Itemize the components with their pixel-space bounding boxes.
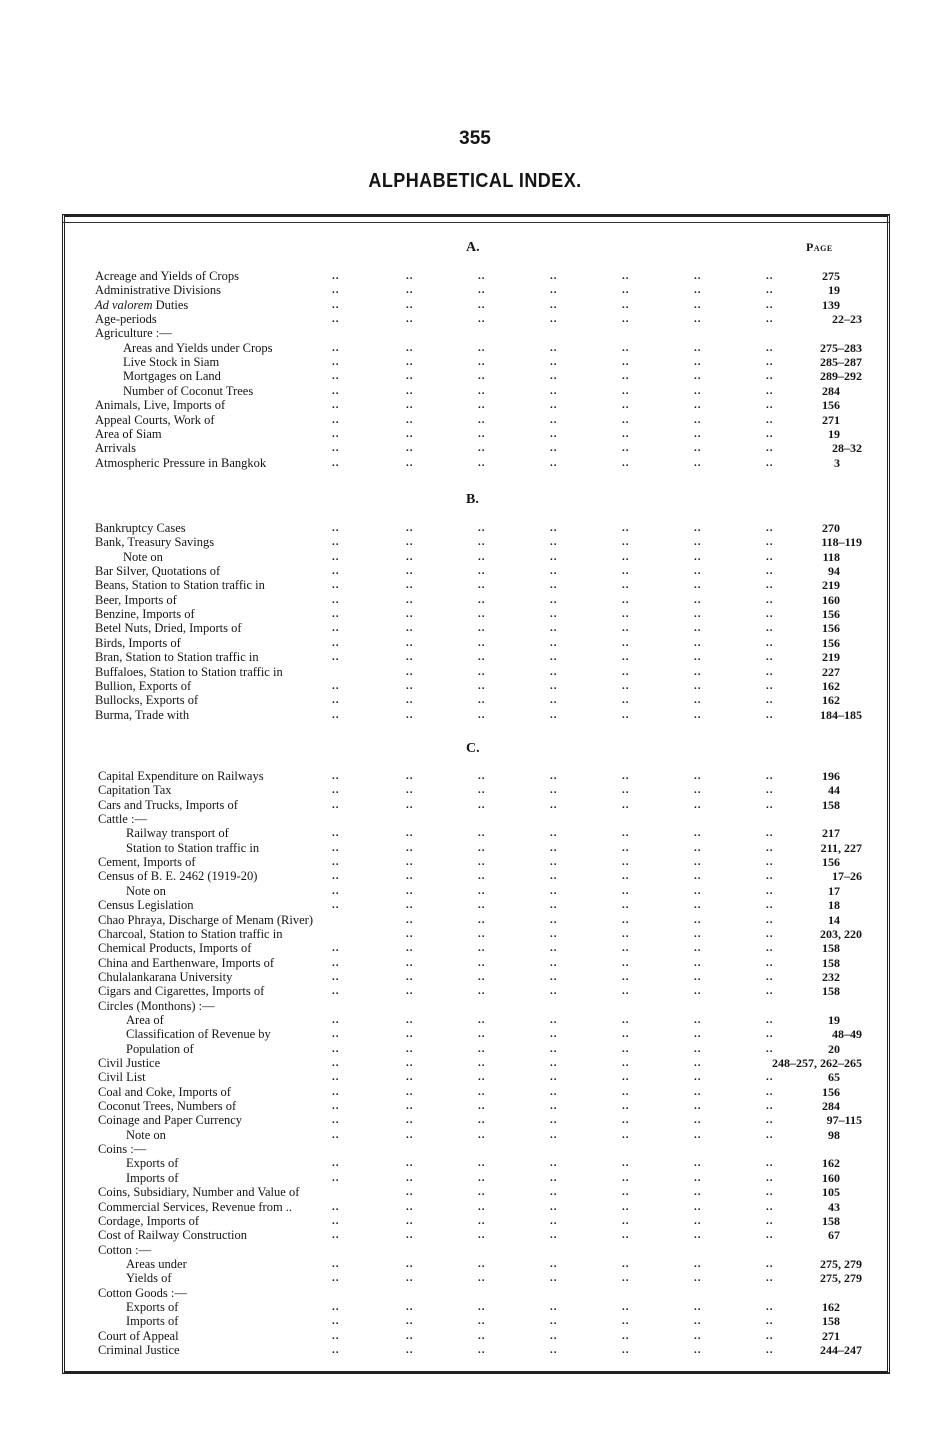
index-entry-label: Census Legislation — [98, 898, 194, 913]
index-entry-page: 275, 279 — [820, 1256, 862, 1271]
index-entry-page: 271 — [822, 412, 840, 427]
index-entry-label: Exports of — [126, 1299, 179, 1314]
index-entry-label: Circles (Monthons) :— — [98, 998, 215, 1013]
index-entry-page: 158 — [822, 941, 840, 956]
index-entry-label: Coconut Trees, Numbers of — [98, 1099, 237, 1114]
index-entry-label: Administrative Divisions — [95, 283, 222, 298]
index-entry: Bank, Treasury Savings .. .. .. .. .. .. .. 118–119 — [95, 535, 862, 550]
index-entry: Classification of Revenue by .. .. .. .. .. .. .. 48–49 — [126, 1027, 862, 1042]
index-entry-page: 97–115 — [826, 1113, 862, 1128]
index-entry-label: Civil List — [98, 1070, 146, 1085]
index-entry: Note on .. .. .. .. .. .. .. 98 — [126, 1127, 840, 1142]
index-entry: Appeal Courts, Work of .. .. .. .. .. .. .. 271 — [95, 412, 840, 427]
index-entry — [0, 812, 950, 826]
index-entry: Atmospheric Pressure in Bangkok .. .. .. .. .. .. .. 3 — [95, 455, 840, 470]
index-entry: Bullocks, Exports of .. .. .. .. .. .. .. 162 — [95, 693, 840, 708]
index-entry-page: 19 — [828, 426, 840, 441]
index-entry — [0, 326, 950, 340]
index-entry-label: Age-periods — [95, 312, 157, 327]
index-entry: Census Legislation .. .. .. .. .. .. .. 18 — [98, 898, 840, 913]
index-entry: Note on .. .. .. .. .. .. .. 118 — [123, 549, 840, 564]
section-letter-heading: B. — [466, 492, 479, 507]
index-entry-page: 275–283 — [820, 340, 862, 355]
index-entry-label: Exports of — [126, 1156, 179, 1171]
index-entry-page: 44 — [828, 783, 840, 798]
index-entry-page: 156 — [822, 855, 840, 870]
index-entry: Animals, Live, Imports of .. .. .. .. .. .. .. 156 — [95, 398, 840, 413]
index-entry: Arrivals .. .. .. .. .. .. .. 28–32 — [95, 441, 862, 456]
index-entry: Railway transport of .. .. .. .. .. .. .. 217 — [126, 826, 840, 841]
index-entry-page: 43 — [828, 1199, 840, 1214]
index-entry-label: Cattle :— — [98, 812, 147, 827]
index-entry: Betel Nuts, Dried, Imports of .. .. .. .. .. .. .. 156 — [95, 621, 840, 636]
index-entry-label: Bankruptcy Cases — [95, 521, 186, 535]
index-entry-label: Imports of — [126, 1314, 179, 1329]
index-entry: China and Earthenware, Imports of .. .. .. .. .. .. .. 158 — [98, 955, 840, 970]
index-entry-label: Bank, Treasury Savings — [95, 535, 215, 550]
index-entry-page: 160 — [822, 592, 840, 607]
index-entry: Beans, Station to Station traffic in .. .. .. .. .. .. .. 219 — [95, 578, 840, 593]
frame-inner-rule — [62, 222, 890, 223]
index-entry: Coal and Coke, Imports of .. .. .. .. .. .. .. 156 — [98, 1084, 840, 1099]
index-entry-label: Census of B. E. 2462 (1919-20) — [98, 869, 258, 884]
index-entry: Civil Justice .. .. .. .. .. .. 248–257, 262–265 — [98, 1056, 862, 1070]
index-entry: Bankruptcy Cases .. .. .. .. .. .. .. 270 — [95, 521, 840, 535]
index-entry-label: Cost of Railway Construction — [98, 1228, 247, 1243]
index-entry: Mortgages on Land .. .. .. .. .. .. .. 289–292 — [123, 369, 862, 384]
index-entry-page: 48–49 — [832, 1027, 862, 1042]
index-entry-label — [95, 298, 188, 312]
index-entry-page: 98 — [828, 1127, 840, 1142]
index-entry-label: Coal and Coke, Imports of — [98, 1084, 231, 1099]
index-entry-page: 289–292 — [820, 369, 862, 384]
index-entry: Bran, Station to Station traffic in .. .. .. .. .. .. .. 219 — [95, 650, 840, 665]
index-entry-label: Commercial Services, Revenue from .. — [98, 1199, 293, 1214]
index-entry: Administrative Divisions .. .. .. .. .. .. .. 19 — [95, 283, 840, 298]
index-entry-label: Number of Coconut Trees — [123, 383, 254, 398]
index-entry-page: 19 — [828, 1012, 840, 1027]
index-entry-label: Chao Phraya, Discharge of Menam (River) — [98, 912, 313, 927]
index-entry-label: Civil Justice — [98, 1056, 161, 1070]
index-entry-label-text: Duties — [152, 297, 189, 312]
index-entry-label: Areas and Yields under Crops — [123, 340, 273, 355]
index-entry-page: 118–119 — [821, 535, 862, 550]
index-entry: Cement, Imports of .. .. .. .. .. .. .. 156 — [98, 855, 840, 870]
index-entry-page: 18 — [828, 898, 840, 913]
index-entry-page: 19 — [828, 283, 840, 298]
index-entry-page: 94 — [828, 564, 840, 579]
index-entry: Areas and Yields under Crops .. .. .. .. .. .. .. 275–283 — [123, 340, 862, 355]
index-entry-page: 158 — [822, 1314, 840, 1329]
index-entry: Coinage and Paper Currency .. .. .. .. .. .. .. 97–115 — [98, 1113, 862, 1128]
index-entry-label: Betel Nuts, Dried, Imports of — [95, 621, 242, 636]
index-entry-page: 28–32 — [832, 441, 862, 456]
page-number: 355 — [459, 128, 491, 149]
index-entry-page: 203, 220 — [820, 926, 862, 941]
index-entry-label: Arrivals — [95, 441, 136, 456]
index-entry: Coins, Subsidiary, Number and Value of .. .. .. .. .. .. 105 — [98, 1185, 840, 1200]
index-entry-page: 217 — [822, 826, 840, 841]
index-entry: Cars and Trucks, Imports of .. .. .. .. .. .. .. 158 — [98, 797, 840, 812]
index-entry-page: 227 — [822, 664, 840, 679]
index-entry-page: 162 — [822, 1156, 840, 1171]
index-entry-label: Cigars and Cigarettes, Imports of — [98, 984, 265, 999]
index-entry-page: 232 — [822, 969, 840, 984]
index-entry-page: 118 — [822, 549, 840, 564]
index-entry-label: Bar Silver, Quotations of — [95, 564, 221, 579]
index-entry-label: Capital Expenditure on Railways — [98, 769, 264, 783]
index-entry-label: Chemical Products, Imports of — [98, 941, 252, 956]
index-entry-label: Area of — [126, 1012, 164, 1027]
index-entry-label: Charcoal, Station to Station traffic in — [98, 926, 283, 941]
index-entry-page: 105 — [822, 1185, 840, 1200]
index-entry-page: 139 — [822, 297, 840, 312]
index-entry-page: 158 — [822, 955, 840, 970]
index-entry: Burma, Trade with .. .. .. .. .. .. .. 184–185 — [95, 707, 862, 722]
index-entry-label: Bullocks, Exports of — [95, 693, 199, 708]
index-entry: Areas under .. .. .. .. .. .. .. 275, 279 — [126, 1256, 862, 1271]
index-entry-page: 219 — [822, 650, 840, 665]
index-entry: Exports of .. .. .. .. .. .. .. 162 — [126, 1156, 840, 1171]
index-entry: Chemical Products, Imports of .. .. .. .. .. .. .. 158 — [98, 941, 840, 956]
index-entry-label: Station to Station traffic in — [126, 840, 260, 855]
index-entry-page: 285–287 — [820, 355, 862, 370]
index-entry-page: 158 — [822, 1213, 840, 1228]
index-entry: Age-periods .. .. .. .. .. .. .. 22–23 — [95, 312, 862, 327]
index-entry-page: 271 — [822, 1328, 840, 1343]
index-entry-page: 275, 279 — [820, 1271, 862, 1286]
index-entry: Bar Silver, Quotations of .. .. .. .. .. .. .. 94 — [95, 564, 840, 579]
index-entry-page: 219 — [822, 578, 840, 593]
index-entry: Exports of .. .. .. .. .. .. .. 162 — [126, 1299, 840, 1314]
page-title: ALPHABETICAL INDEX. — [368, 170, 582, 192]
index-entry-label: Benzine, Imports of — [95, 607, 195, 622]
index-entry: Chulalankarana University .. .. .. .. .. .. .. 232 — [98, 969, 840, 984]
index-entry-page: 156 — [822, 635, 840, 650]
index-entry-label: Note on — [126, 883, 166, 898]
index-entry-page: 156 — [822, 607, 840, 622]
index-entry-page: 270 — [822, 521, 840, 535]
index-entry-page: 284 — [822, 1099, 840, 1114]
index-entry: Census of B. E. 2462 (1919-20) .. .. .. .. .. .. .. 17–26 — [98, 869, 862, 884]
index-entry: Capital Expenditure on Railways .. .. .. .. .. .. .. 196 — [98, 769, 840, 783]
index-entry-label: Agriculture :— — [95, 326, 172, 341]
index-entry-label: Coins, Subsidiary, Number and Value of — [98, 1185, 300, 1200]
index-entry-label: Coins :— — [98, 1142, 147, 1157]
index-entry-page: 162 — [822, 678, 840, 693]
index-entry-label: Cordage, Imports of — [98, 1213, 200, 1228]
index-entry-label: Classification of Revenue by — [126, 1027, 271, 1042]
index-entry — [0, 1142, 950, 1156]
index-entry: Area of .. .. .. .. .. .. .. 19 — [126, 1012, 840, 1027]
index-entry-label: Population of — [126, 1041, 194, 1056]
index-entry-page: 184–185 — [820, 707, 862, 722]
index-entry-label: Cement, Imports of — [98, 855, 196, 870]
index-entry-page: 156 — [822, 621, 840, 636]
index-entry-label: Area of Siam — [95, 426, 162, 441]
index-entry: Bullion, Exports of .. .. .. .. .. .. .. 162 — [95, 678, 840, 693]
index-entry-page: 196 — [822, 769, 840, 783]
index-entry: Charcoal, Station to Station traffic in .. .. .. .. .. .. 203, 220 — [98, 926, 862, 941]
index-entry-label: Bullion, Exports of — [95, 678, 192, 693]
index-entry-page: 158 — [822, 797, 840, 812]
index-entry-page: 22–23 — [832, 312, 862, 327]
index-entry-page: 67 — [828, 1228, 840, 1243]
section-letter-heading: C. — [466, 741, 480, 756]
index-entry: Capitation Tax .. .. .. .. .. .. .. 44 — [98, 783, 840, 798]
index-entry-page: 17–26 — [832, 869, 862, 884]
index-entry-label: Note on — [126, 1127, 166, 1142]
index-entry-page: 284 — [822, 383, 840, 398]
index-entry-label: Cars and Trucks, Imports of — [98, 797, 238, 812]
index-entry: Cost of Railway Construction .. .. .. .. .. .. .. 67 — [98, 1228, 840, 1243]
index-entry-page: 20 — [828, 1041, 840, 1056]
index-entry-page: 244–247 — [820, 1343, 862, 1357]
index-entry-page: 14 — [828, 912, 840, 927]
index-entry: Beer, Imports of .. .. .. .. .. .. .. 160 — [95, 592, 840, 607]
index-entry: Station to Station traffic in .. .. .. .. .. .. .. 211, 227 — [126, 840, 862, 855]
index-entry: Imports of .. .. .. .. .. .. .. 160 — [126, 1170, 840, 1185]
index-entry: Commercial Services, Revenue from .. .. .. .. .. .. .. .. 43 — [98, 1199, 840, 1214]
index-entry-label: Court of Appeal — [98, 1328, 179, 1343]
index-entry-label: Mortgages on Land — [123, 369, 221, 384]
index-entry-label: Birds, Imports of — [95, 635, 181, 650]
index-entry-label: Note on — [123, 549, 163, 564]
index-entry-page: 248–257, 262–265 — [772, 1056, 862, 1070]
index-entry-label: China and Earthenware, Imports of — [98, 955, 274, 970]
index-entry: Acreage and Yields of Crops .. .. .. .. .. .. .. 275 — [95, 269, 840, 283]
index-entry-label: Buffaloes, Station to Station traffic in — [95, 664, 283, 679]
index-entry-label: Burma, Trade with — [95, 707, 190, 722]
index-entry — [0, 1286, 950, 1300]
index-entry-page: 17 — [828, 883, 840, 898]
index-entry — [0, 999, 950, 1013]
index-entry-label: Imports of — [126, 1170, 179, 1185]
index-entry: Population of .. .. .. .. .. .. .. 20 — [126, 1041, 840, 1056]
section-letter-heading: A. — [466, 240, 480, 255]
index-entry: Note on .. .. .. .. .. .. .. 17 — [126, 883, 840, 898]
index-entry-label: Atmospheric Pressure in Bangkok — [95, 455, 267, 470]
index-entry: Benzine, Imports of .. .. .. .. .. .. .. 156 — [95, 607, 840, 622]
index-entry: Cordage, Imports of .. .. .. .. .. .. .. 158 — [98, 1213, 840, 1228]
index-entry-page: 162 — [822, 1299, 840, 1314]
index-entry-label: Coinage and Paper Currency — [98, 1113, 243, 1128]
index-entry-label: Beans, Station to Station traffic in — [95, 578, 265, 593]
index-entry: Court of Appeal .. .. .. .. .. .. .. 271 — [98, 1328, 840, 1343]
index-entry: Coconut Trees, Numbers of .. .. .. .. .. .. .. 284 — [98, 1099, 840, 1114]
index-entry-page: 162 — [822, 693, 840, 708]
index-entry-label: Cotton :— — [98, 1242, 152, 1257]
index-entry-page: 158 — [822, 984, 840, 999]
index-entry-page: 275 — [822, 269, 840, 283]
index-entry: Buffaloes, Station to Station traffic in .. .. .. .. .. .. 227 — [95, 664, 840, 679]
index-entry — [0, 1243, 950, 1257]
index-entry: Chao Phraya, Discharge of Menam (River) .. .. .. .. .. .. 14 — [98, 912, 840, 927]
index-entry: Criminal Justice .. .. .. .. .. .. .. 244–247 — [98, 1343, 862, 1357]
index-entry-label: Criminal Justice — [98, 1343, 180, 1357]
index-entry-page: 211, 227 — [820, 840, 862, 855]
index-entry: Civil List .. .. .. .. .. .. .. 65 — [98, 1070, 840, 1085]
index-entry-label: Areas under — [126, 1256, 187, 1271]
index-entry: Live Stock in Siam .. .. .. .. .. .. .. 285–287 — [123, 355, 862, 370]
index-entry: Area of Siam .. .. .. .. .. .. .. 19 — [95, 426, 840, 441]
index-entry: Ad valorem Duties .. .. .. .. .. .. .. 139 — [95, 297, 840, 312]
index-entry-page: 156 — [822, 398, 840, 413]
index-entry-label: Capitation Tax — [98, 783, 172, 798]
index-entry-label: Animals, Live, Imports of — [95, 398, 226, 413]
index-entry-label: Beer, Imports of — [95, 592, 177, 607]
index-entry-page: 156 — [822, 1084, 840, 1099]
index-entry-page: 160 — [822, 1170, 840, 1185]
index-entry-label: Acreage and Yields of Crops — [95, 269, 239, 283]
index-entry-label: Chulalankarana University — [98, 969, 233, 984]
page-column-header: Page — [806, 240, 833, 254]
index-entry: Imports of .. .. .. .. .. .. .. 158 — [126, 1314, 840, 1329]
index-entry-label: Cotton Goods :— — [98, 1285, 187, 1300]
index-entry: Yields of .. .. .. .. .. .. .. 275, 279 — [126, 1271, 862, 1286]
index-entry-label: Railway transport of — [126, 826, 229, 841]
index-entry-label: Yields of — [126, 1271, 172, 1286]
index-entry: Birds, Imports of .. .. .. .. .. .. .. 156 — [95, 635, 840, 650]
index-entry-label: Live Stock in Siam — [123, 355, 220, 370]
index-entry-page: 65 — [828, 1070, 840, 1085]
index-entry: Cigars and Cigarettes, Imports of .. .. .. .. .. .. .. 158 — [98, 984, 840, 999]
index-entry: Number of Coconut Trees .. .. .. .. .. .. .. 284 — [123, 383, 840, 398]
index-entry-label: Appeal Courts, Work of — [95, 412, 215, 427]
index-entry-label: Bran, Station to Station traffic in — [95, 650, 259, 665]
index-entry-page: 3 — [834, 455, 840, 470]
index-entry-label-italic: Ad valorem — [95, 297, 153, 312]
